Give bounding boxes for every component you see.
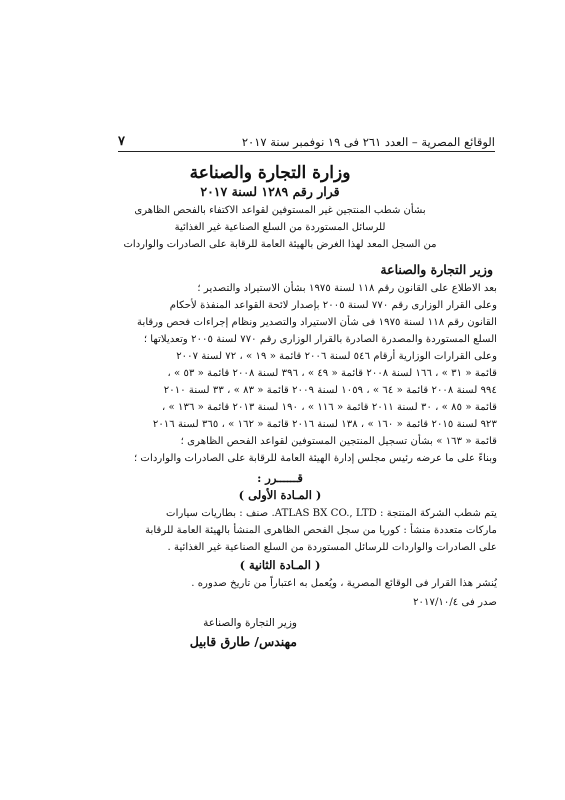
article2-title: ( المـادة الثانية ) (239, 558, 321, 572)
preamble-line: قائمة « ١٦٣ » بشأن تسجيل المنتجين المستوفين لقواعد الفحص الظاهرى ؛ (180, 436, 497, 447)
subject-line: من السجل المعد لهذا الغرض بالهيئة العامة للرقابة على الصادرات والواردات (123, 239, 437, 250)
preamble-line: وبناءً على ما عرضه رئيس مجلس إدارة الهيئة العامة للرقابة على الصادرات والواردات ؛ (133, 453, 497, 464)
preamble-line: القانون رقم ١١٨ لسنة ١٩٧٥ فى شأن الاستيراد والتصدير ونظام إجراءات فحص ورقابة (137, 317, 497, 328)
ministry-heading: وزارة التجارة والصناعة (189, 163, 351, 183)
signature-role: وزير التجارة والصناعة (203, 617, 297, 629)
page-header (118, 133, 495, 152)
preamble-line: بعد الاطلاع على القانون رقم ١١٨ لسنة ١٩٧٥ بشأن الاستيراد والتصدير ؛ (197, 283, 497, 294)
article1-line: ماركات متعددة منشأ : كوريا من سجل الفحص الظاهرى المنشأ بالهيئة العامة للرقابة (145, 525, 497, 536)
preamble-line: قائمة « ٨٥ » ، ٣٠ لسنة ٢٠١١ قائمة « ١١٦ » ، ١٩٠ لسنة ٢٠١٣ قائمة « ١٣٦ » ، (162, 402, 497, 413)
article1-line: يتم شطب الشركة المنتجة : ATLAS BX CO., LTD. صنف : بطاريات سيارات (166, 508, 497, 519)
page-number: ٧ (118, 134, 125, 149)
decree-title: قرار رقم ١٢٨٩ لسنة ٢٠١٧ (200, 184, 340, 199)
preamble-line: ٩٢٣ لسنة ٢٠١٥ قائمة « ١٦٠ » ، ١٣٨ لسنة ٢٠١٦ قائمة « ١٦٢ » ، ٣٦٥ لسنة ٢٠١٦ (152, 419, 497, 430)
decides-heading: قــــــرر : (257, 471, 303, 485)
article1-title: ( المـادة الأولى ) (238, 488, 322, 502)
signature-name: مهندس/ طارق قابيل (189, 634, 297, 649)
preamble-line: وعلى القرار الوزارى رقم ٧٧٠ لسنة ٢٠٠٥ بإصدار لائحة القواعد المنفذة لأحكام (169, 300, 497, 311)
article2-text: يُنشر هذا القرار فى الوقائع المصرية ، ويُعمل به اعتباراً من تاريخ صدوره . (191, 578, 497, 589)
subject-line: للرسائل المستوردة من السلع الصناعية غير الغذائية (174, 222, 386, 233)
preamble-line: وعلى القرارات الوزارية أرقام ٥٤٦ لسنة ٢٠٠٦ قائمة « ١٩ » ، ٧٢ لسنة ٢٠٠٧ (176, 351, 497, 362)
issue-date: صدر فى ٢٠١٧/١٠/٤ (413, 597, 497, 608)
article1-line: على الصادرات والواردات للرسائل المستوردة من السلع الصناعية غير الغذائية . (167, 542, 497, 553)
minister-heading: وزير التجارة والصناعة (380, 262, 493, 277)
preamble-line: قائمة « ٣١ » ، ١٦٦ لسنة ٢٠٠٨ قائمة « ٤٩ » ، ٣٩٦ لسنة ٢٠٠٨ قائمة « ٥٣ » ، (167, 368, 497, 379)
preamble-line: ٩٩٤ لسنة ٢٠٠٨ قائمة « ٦٤ » ، ١٠٥٩ لسنة ٢٠٠٩ قائمة « ٨٣ » ، ٣٣ لسنة ٢٠١٠ (163, 385, 497, 396)
preamble-line: السلع المستوردة والمصدرة الصادرة بالقرار الوزارى رقم ٧٧٠ لسنة ٢٠٠٥ وتعديلاتها ؛ (143, 334, 497, 345)
subject-line: بشأن شطب المنتجين غير المستوفين لقواعد الاكتفاء بالفحص الظاهرى (134, 205, 426, 216)
gazette-title: الوقائع المصرية – العدد ٢٦١ فى ١٩ نوفمبر سنة ٢٠١٧ (241, 135, 495, 149)
